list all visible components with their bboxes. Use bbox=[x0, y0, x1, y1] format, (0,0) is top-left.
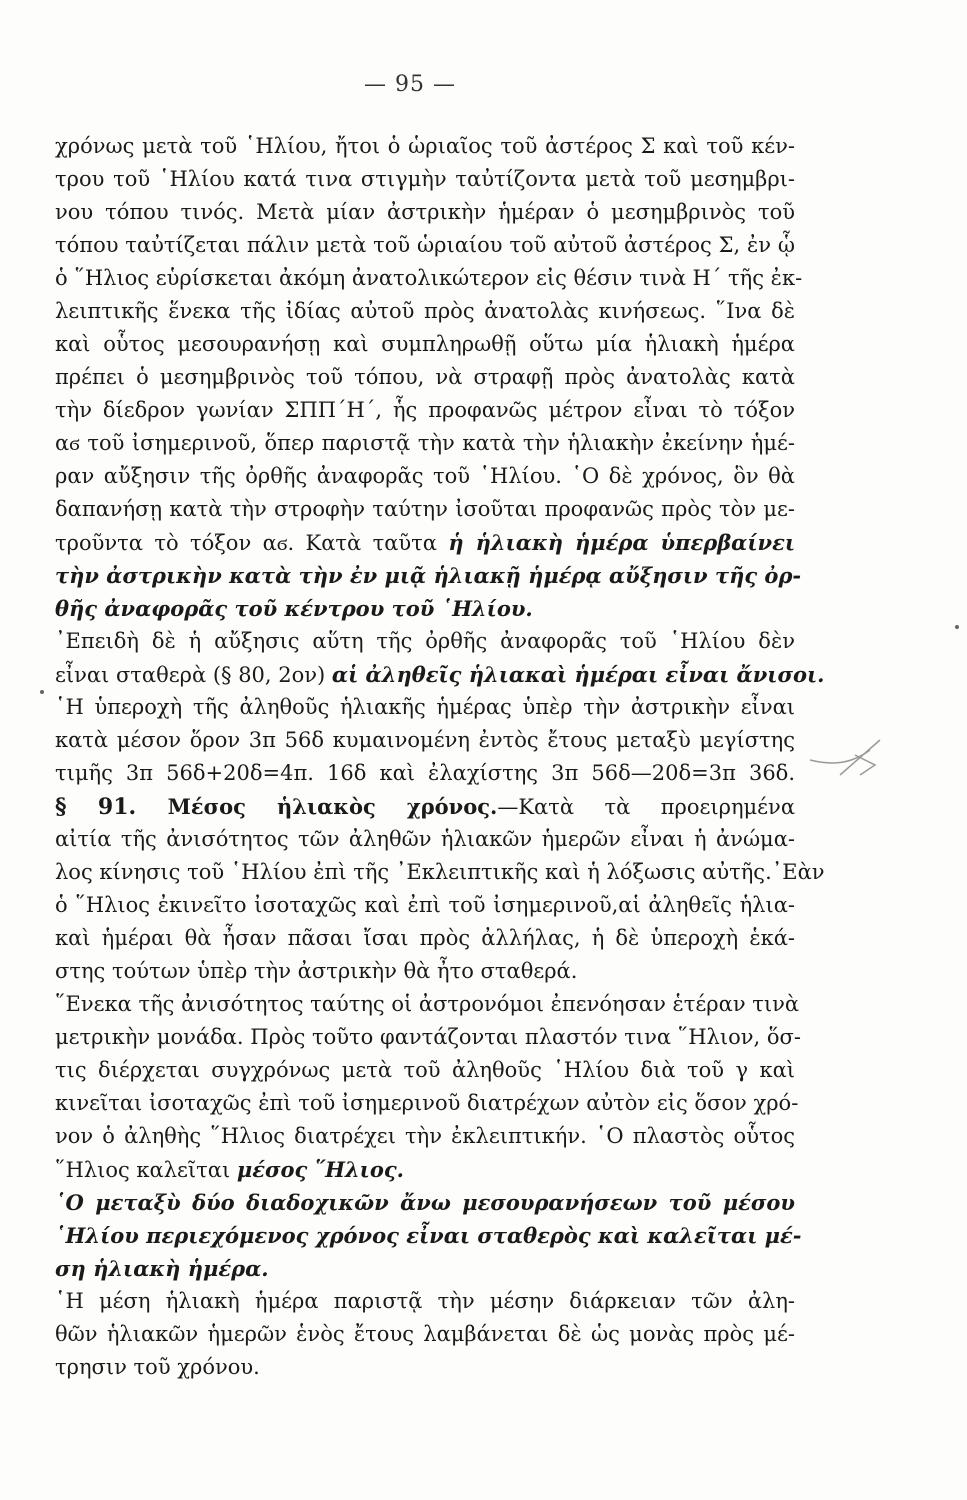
text-segment: —Κατὰ τὰ προειρημένα bbox=[497, 795, 795, 819]
text-line: τρησιν τοῦ χρόνου. bbox=[55, 1355, 260, 1379]
text-line: ὁ ῞Ηλιος ἐκινεῖτο ἰσοταχῶς καὶ ἐπὶ τοῦ ἰσημερινοῦ,αἱ ἀληθεῖς ἡλια- bbox=[55, 893, 795, 917]
text-line-mixed bbox=[55, 658, 825, 691]
text-line: θῶν ἡλιακῶν ἡμερῶν ἑνὸς ἔτους λαμβάνεται δὲ ὡς μονὰς πρὸς μέ- bbox=[55, 1322, 795, 1346]
emphasized-text: ἡ ἡλιακὴ ἡμέρα ὑπερβαίνει bbox=[448, 530, 795, 555]
text-line: ῞Ενεκα τῆς ἀνισότητος ταύτης οἱ ἀστρονόμοι ἐπενόησαν ἑτέραν τινὰ bbox=[55, 992, 800, 1016]
text-line: στης τούτων ὑπὲρ τὴν ἀστρικὴν θὰ ἦτο σταθερά. bbox=[55, 959, 578, 983]
text-segment: τροῦντα τὸ τόξον αϭ. Κατὰ ταῦτα bbox=[55, 531, 449, 555]
text-line: δαπανήσῃ κατὰ τὴν στροφὴν ταύτην ἰσοῦται προφανῶς πρὸς τὸν με- bbox=[55, 497, 795, 521]
body-text bbox=[55, 130, 825, 1384]
text-line: λειπτικῆς ἕνεκα τῆς ἰδίας αὐτοῦ πρὸς ἀνατολὰς κινήσεως. ῞Ινα δὲ bbox=[55, 299, 795, 323]
text-line: κινεῖται ἰσοταχῶς ἐπὶ τοῦ ἰσημερινοῦ διατρέχων αὐτὸν εἰς ὅσον χρό- bbox=[55, 1091, 799, 1115]
text-line: μετρικὴν μονάδα. Πρὸς τοῦτο φαντάζονται πλαστόν τινα ῞Ηλιον, ὅσ- bbox=[55, 1025, 801, 1049]
text-line: τὴν δίεδρον γωνίαν ΣΠΠ΄Η΄, ἧς προφανῶς μέτρον εἶναι τὸ τόξον bbox=[55, 398, 795, 422]
text-line: νον ὁ ἀληθὴς ῞Ηλιος διατρέχει τὴν ἐκλειπτικήν. ῾Ο πλαστὸς οὗτος bbox=[55, 1124, 795, 1148]
text-line: καὶ ἡμέραι θὰ ἦσαν πᾶσαι ἴσαι πρὸς ἀλλήλας, ἡ δὲ ὑπεροχὴ ἑκά- bbox=[55, 926, 795, 950]
text-line-mixed bbox=[55, 526, 795, 559]
text-line: κατὰ μέσον ὅρον 3π 56δ κυμαινομένη ἐντὸς ἔτους μεταξὺ μεγίστης bbox=[55, 728, 795, 752]
text-line: τρου τοῦ ῾Ηλίου κατά τινα στιγμὴν ταὐτίζοντα μετὰ τοῦ μεσημβρι- bbox=[55, 167, 795, 191]
emphasized-text: μέσος ῞Ηλιος. bbox=[236, 1157, 404, 1182]
text-line: λος κίνησις τοῦ ῾Ηλίου ἐπὶ τῆς ᾿Εκλειπτικῆς καὶ ἡ λόξωσις αὐτῆς.᾿Εὰν bbox=[55, 860, 825, 884]
emphasized-line: ῾Ηλίου περιεχόμενος χρόνος εἶναι σταθερὸς καὶ καλεῖται μέ- bbox=[55, 1223, 802, 1248]
section-title: Μέσος ἡλιακὸς χρόνος. bbox=[167, 794, 498, 819]
text-line-mixed bbox=[55, 1153, 795, 1186]
emphasized-line: τὴν ἀστρικὴν κατὰ τὴν ἐν μιᾷ ἡλιακῇ ἡμέρᾳ αὔξησιν τῆς ὀρ- bbox=[55, 563, 802, 588]
text-line: χρόνως μετὰ τοῦ ῾Ηλίου, ἤτοι ὁ ὡριαῖος τοῦ ἀστέρος Σ καὶ τοῦ κέν- bbox=[55, 134, 795, 158]
text-line: τόπου ταὐτίζεται πάλιν μετὰ τοῦ ὡριαίου τοῦ αὐτοῦ ἀστέρος Σ, ἐν ᾧ bbox=[55, 233, 795, 257]
text-line: ῾Η μέση ἡλιακὴ ἡμέρα παριστᾷ τὴν μέσην διάρκειαν τῶν ἀλη- bbox=[55, 1289, 795, 1313]
text-line: τιμῆς 3π 56δ+20δ=4π. 16δ καὶ ἐλαχίστης 3π 56δ—20δ=3π 36δ. bbox=[55, 761, 795, 785]
text-line: καὶ οὗτος μεσουρανήσῃ καὶ συμπληρωθῇ οὕτω μία ἡλιακὴ ἡμέρα bbox=[55, 332, 795, 356]
text-line: ᾿Επειδὴ δὲ ἡ αὔξησις αὕτη τῆς ὀρθῆς ἀναφορᾶς τοῦ ῾Ηλίου δὲν bbox=[55, 629, 795, 653]
section-number: § 91. bbox=[55, 794, 168, 820]
section-heading-line bbox=[55, 790, 795, 823]
text-line: ραν αὔξησιν τῆς ὀρθῆς ἀναφορᾶς τοῦ ῾Ηλίου. ῾Ο δὲ χρόνος, ὃν θὰ bbox=[55, 464, 795, 488]
text-line: αἰτία τῆς ἀνισότητος τῶν ἀληθῶν ἡλιακῶν ἡμερῶν εἶναι ἡ ἀνώμα- bbox=[55, 827, 795, 851]
text-line: ὁ ῞Ηλιος εὑρίσκεται ἀκόμη ἀνατολικώτερον εἰς θέσιν τινὰ Η΄ τῆς ἐκ- bbox=[55, 266, 803, 290]
text-line: τις διέρχεται συγχρόνως μετὰ τοῦ ἀληθοῦς ῾Ηλίου διὰ τοῦ γ καὶ bbox=[55, 1058, 795, 1082]
text-line: αϭ τοῦ ἰσημερινοῦ, ὅπερ παριστᾷ τὴν κατὰ τὴν ἡλιακὴν ἐκείνην ἡμέ- bbox=[55, 431, 795, 455]
emphasized-line: ῾Ο μεταξὺ δύο διαδοχικῶν ἄνω μεσουρανήσεων τοῦ μέσου bbox=[55, 1190, 795, 1215]
emphasized-line: ση ἡλιακὴ ἡμέρα. bbox=[55, 1256, 269, 1281]
text-line: πρέπει ὁ μεσημβρινὸς τοῦ τόπου, νὰ στραφῇ πρὸς ἀνατολὰς κατὰ bbox=[55, 365, 795, 389]
speck-mark bbox=[40, 690, 44, 694]
text-segment: ῞Ηλιος καλεῖται bbox=[55, 1158, 237, 1182]
pencil-margin-mark bbox=[800, 720, 900, 790]
speck-mark bbox=[955, 625, 959, 629]
text-line: νου τόπου τινός. Μετὰ μίαν ἀστρικὴν ἡμέραν ὁ μεσημβρινὸς τοῦ bbox=[55, 200, 795, 224]
emphasized-text: αἱ ἀληθεῖς ἡλιακαὶ ἡμέραι εἶναι ἄνισοι. bbox=[331, 662, 825, 687]
page-number: — 95 — bbox=[364, 72, 456, 97]
text-line: ῾Η ὑπεροχὴ τῆς ἀληθοῦς ἡλιακῆς ἡμέρας ὑπὲρ τὴν ἀστρικὴν εἶναι bbox=[55, 695, 795, 719]
text-segment: εἶναι σταθερὰ (§ 80, 2ον) bbox=[55, 663, 332, 687]
emphasized-line: θῆς ἀναφορᾶς τοῦ κέντρου τοῦ ῾Ηλίου. bbox=[55, 596, 533, 621]
